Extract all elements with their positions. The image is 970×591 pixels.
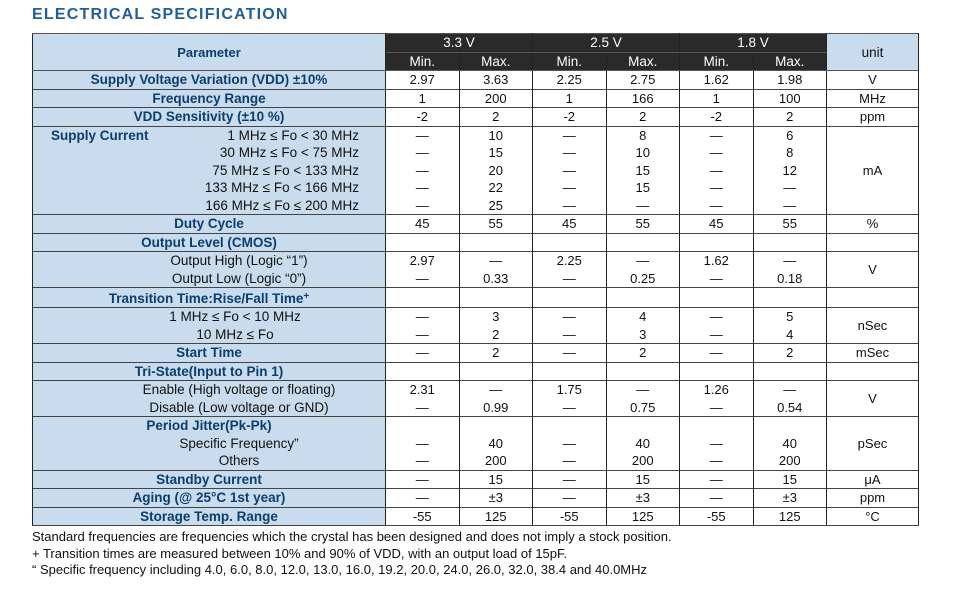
unit-cell: ppm: [827, 108, 919, 127]
cell: [680, 417, 754, 435]
supply-current-range: 75 MHz ≤ Fo < 133 MHz: [33, 162, 386, 180]
parameter-header: Parameter: [33, 34, 386, 71]
cell: —: [386, 126, 460, 144]
row-label-supply-current: [33, 126, 386, 144]
cell: 166: [606, 89, 680, 108]
row-label-start-time: Start Time: [33, 344, 386, 363]
specific-frequency-label: Specific Frequency”: [33, 435, 386, 453]
cell: —: [533, 489, 607, 508]
transition-range-label: 10 MHz ≤ Fo: [33, 326, 386, 344]
cell: —: [459, 252, 533, 270]
cell: [753, 362, 827, 381]
output-low-label: Output Low (Logic “0”): [33, 270, 386, 288]
cell: [386, 288, 460, 308]
row-label-aging: Aging (@ 25°C 1st year): [33, 489, 386, 508]
cell: 1.26: [680, 381, 754, 399]
table-row: [33, 215, 919, 234]
unit-cell: ppm: [827, 489, 919, 508]
cell: 22: [459, 179, 533, 197]
cell: 45: [680, 215, 754, 234]
cell: ±3: [753, 489, 827, 508]
voltage-header-3v3: 3.3 V: [386, 34, 533, 53]
cell: 1.62: [680, 71, 754, 90]
cell: —: [533, 399, 607, 417]
row-label-duty-cycle: Duty Cycle: [33, 215, 386, 234]
output-high-label: Output High (Logic “1”): [33, 252, 386, 270]
cell: 200: [606, 452, 680, 470]
cell: —: [680, 344, 754, 363]
cell: [386, 233, 460, 252]
cell: [459, 288, 533, 308]
row-label-vdd-sensitivity: VDD Sensitivity (±10 %): [33, 108, 386, 127]
unit-cell: V: [827, 381, 919, 417]
cell: 10: [459, 126, 533, 144]
table-row: [33, 126, 919, 144]
voltage-header-1v8: 1.8 V: [680, 34, 827, 53]
cell: 2: [459, 326, 533, 344]
cell: 15: [459, 144, 533, 162]
spec-title: ELECTRICAL SPECIFICATION: [32, 6, 289, 23]
table-row: [33, 489, 919, 508]
cell: [680, 288, 754, 308]
cell: 1.75: [533, 381, 607, 399]
table-row: [33, 362, 919, 381]
cell: 2: [459, 108, 533, 127]
unit-cell: mA: [827, 126, 919, 215]
cell: —: [533, 144, 607, 162]
table-row: [33, 470, 919, 489]
footnote: Standard frequencies are frequencies which the crystal has been designed and does not imply a stock position.: [32, 529, 672, 544]
cell: —: [386, 344, 460, 363]
table-row: [33, 381, 919, 399]
table-row: [33, 288, 919, 308]
table-row: [33, 89, 919, 108]
row-label-standby-current: Standby Current: [33, 470, 386, 489]
cell: —: [606, 381, 680, 399]
cell: —: [386, 435, 460, 453]
table-row: [33, 179, 919, 197]
table-row: [33, 399, 919, 417]
cell: [386, 417, 460, 435]
unit-cell: nSec: [827, 308, 919, 344]
cell: 55: [459, 215, 533, 234]
table-row: [33, 252, 919, 270]
row-label-storage-temp: Storage Temp. Range: [33, 507, 386, 526]
cell: —: [533, 308, 607, 326]
enable-label: Enable (High voltage or floating): [33, 381, 386, 399]
cell: —: [533, 470, 607, 489]
cell: —: [753, 179, 827, 197]
cell: —: [386, 452, 460, 470]
cell: [753, 233, 827, 252]
table-row: [33, 326, 919, 344]
cell: 40: [459, 435, 533, 453]
cell: —: [680, 435, 754, 453]
unit-cell: %: [827, 215, 919, 234]
cell: 1.98: [753, 71, 827, 90]
supply-current-range: 166 MHz ≤ Fo ≤ 200 MHz: [33, 197, 386, 215]
cell: [533, 233, 607, 252]
unit-header: unit: [827, 34, 919, 71]
cell: —: [533, 126, 607, 144]
cell: 1.62: [680, 252, 754, 270]
supply-current-range: 1 MHz ≤ Fo < 30 MHz: [227, 127, 359, 143]
cell: -55: [386, 507, 460, 526]
cell: 0.25: [606, 270, 680, 288]
cell: 125: [459, 507, 533, 526]
table-row: [33, 108, 919, 127]
cell: 200: [459, 89, 533, 108]
cell: -55: [533, 507, 607, 526]
cell: —: [680, 197, 754, 215]
cell: —: [533, 179, 607, 197]
cell: 2: [753, 344, 827, 363]
cell: —: [386, 270, 460, 288]
cell: 5: [753, 308, 827, 326]
cell: [606, 417, 680, 435]
cell: 45: [533, 215, 607, 234]
cell: -2: [533, 108, 607, 127]
min-header: Min.: [386, 52, 460, 71]
cell: 15: [459, 470, 533, 489]
cell: —: [533, 326, 607, 344]
cell: —: [533, 197, 607, 215]
disable-label: Disable (Low voltage or GND): [33, 399, 386, 417]
cell: —: [753, 381, 827, 399]
table-row: [33, 507, 919, 526]
table-row: [33, 233, 919, 252]
cell: —: [386, 489, 460, 508]
cell: —: [680, 162, 754, 180]
cell: —: [386, 326, 460, 344]
table-row: [33, 308, 919, 326]
cell: 0.18: [753, 270, 827, 288]
cell: —: [680, 326, 754, 344]
table-row: [33, 452, 919, 470]
cell: [533, 362, 607, 381]
cell: 55: [606, 215, 680, 234]
cell: —: [533, 270, 607, 288]
cell: —: [459, 381, 533, 399]
cell: 55: [753, 215, 827, 234]
cell: 200: [459, 452, 533, 470]
cell: —: [533, 162, 607, 180]
row-label-output-level: Output Level (CMOS): [33, 233, 386, 252]
unit-cell: μA: [827, 470, 919, 489]
others-label: Others: [33, 452, 386, 470]
cell: [459, 417, 533, 435]
cell: [606, 233, 680, 252]
cell: [680, 233, 754, 252]
cell: 3: [459, 308, 533, 326]
max-header: Max.: [459, 52, 533, 71]
cell: [680, 362, 754, 381]
cell: [753, 288, 827, 308]
cell: —: [680, 489, 754, 508]
cell: —: [680, 308, 754, 326]
cell: 1: [386, 89, 460, 108]
voltage-header-2v5: 2.5 V: [533, 34, 680, 53]
cell: —: [533, 452, 607, 470]
cell: [459, 233, 533, 252]
cell: 2.31: [386, 381, 460, 399]
cell: [533, 288, 607, 308]
cell: ±3: [459, 489, 533, 508]
footnote: + Transition times are measured between 10% and 90% of VDD, with an output load of 15pF.: [32, 545, 568, 561]
cell: —: [533, 344, 607, 363]
cell: —: [680, 126, 754, 144]
cell: —: [386, 179, 460, 197]
cell: 8: [753, 144, 827, 162]
cell: 15: [753, 470, 827, 489]
min-header: Min.: [533, 52, 607, 71]
cell: 20: [459, 162, 533, 180]
cell: 100: [753, 89, 827, 108]
transition-range-label: 1 MHz ≤ Fo < 10 MHz: [33, 308, 386, 326]
cell: 4: [753, 326, 827, 344]
cell: —: [386, 470, 460, 489]
cell: [753, 417, 827, 435]
cell: [533, 417, 607, 435]
cell: 6: [753, 126, 827, 144]
cell: 2.97: [386, 71, 460, 90]
electrical-spec-table: [32, 33, 919, 526]
min-header: Min.: [680, 52, 754, 71]
cell: —: [386, 308, 460, 326]
cell: 1: [680, 89, 754, 108]
footnote: “ Specific frequency including 4.0, 6.0, 8.0, 12.0, 13.0, 16.0, 19.2, 20.0, 24.0, 26.0, 32.0, 38.4 and 40.0MHz: [32, 562, 648, 577]
cell: 0.33: [459, 270, 533, 288]
supply-current-range: 30 MHz ≤ Fo < 75 MHz: [33, 144, 386, 162]
cell: 2: [459, 344, 533, 363]
cell: 200: [753, 452, 827, 470]
cell: ±3: [606, 489, 680, 508]
cell: 40: [606, 435, 680, 453]
cell: -55: [680, 507, 754, 526]
cell: 1: [533, 89, 607, 108]
table-row: [33, 270, 919, 288]
cell: 3: [606, 326, 680, 344]
cell: 15: [606, 162, 680, 180]
row-label-transition-time: [33, 288, 386, 308]
cell: —: [753, 197, 827, 215]
cell: 40: [753, 435, 827, 453]
cell: 125: [606, 507, 680, 526]
cell: 2: [606, 108, 680, 127]
cell: 4: [606, 308, 680, 326]
cell: —: [606, 197, 680, 215]
cell: —: [753, 252, 827, 270]
cell: [606, 362, 680, 381]
cell: [386, 362, 460, 381]
cell: —: [680, 179, 754, 197]
table-row: [33, 197, 919, 215]
unit-cell: MHz: [827, 89, 919, 108]
row-label-period-jitter: Period Jitter(Pk-Pk): [33, 417, 386, 435]
max-header: Max.: [753, 52, 827, 71]
cell: 10: [606, 144, 680, 162]
cell: —: [606, 252, 680, 270]
unit-cell: [827, 288, 919, 308]
cell: 12: [753, 162, 827, 180]
cell: —: [533, 435, 607, 453]
transition-time-footnote-mark: +: [303, 291, 310, 302]
cell: 125: [753, 507, 827, 526]
unit-cell: mSec: [827, 344, 919, 363]
table-row: [33, 417, 919, 435]
cell: 15: [606, 179, 680, 197]
cell: —: [386, 144, 460, 162]
supply-current-range: 133 MHz ≤ Fo < 166 MHz: [33, 179, 386, 197]
cell: —: [680, 470, 754, 489]
cell: —: [680, 399, 754, 417]
cell: 3.63: [459, 71, 533, 90]
cell: 2: [606, 344, 680, 363]
cell: 8: [606, 126, 680, 144]
cell: —: [680, 270, 754, 288]
cell: 2.25: [533, 252, 607, 270]
table-row: [33, 71, 919, 90]
cell: 15: [606, 470, 680, 489]
supply-current-label: Supply Current: [51, 127, 149, 143]
unit-cell: [827, 233, 919, 252]
cell: —: [386, 162, 460, 180]
unit-cell: V: [827, 71, 919, 90]
table-row: [33, 144, 919, 162]
cell: 25: [459, 197, 533, 215]
cell: —: [386, 197, 460, 215]
cell: 2.25: [533, 71, 607, 90]
table-row: [33, 344, 919, 363]
cell: 2: [753, 108, 827, 127]
cell: -2: [680, 108, 754, 127]
row-label-tri-state: Tri-State(Input to Pin 1): [33, 362, 386, 381]
cell: [459, 362, 533, 381]
cell: 0.54: [753, 399, 827, 417]
cell: -2: [386, 108, 460, 127]
transition-time-label: Transition Time:Rise/Fall Time: [108, 291, 304, 306]
cell: 2.75: [606, 71, 680, 90]
cell: [606, 288, 680, 308]
unit-cell: °C: [827, 507, 919, 526]
unit-cell: [827, 362, 919, 381]
cell: 0.99: [459, 399, 533, 417]
cell: 2.97: [386, 252, 460, 270]
cell: —: [386, 399, 460, 417]
row-label-frequency-range: Frequency Range: [33, 89, 386, 108]
cell: 0.75: [606, 399, 680, 417]
table-row: [33, 162, 919, 180]
max-header: Max.: [606, 52, 680, 71]
cell: —: [680, 144, 754, 162]
table-row: [33, 435, 919, 453]
cell: 45: [386, 215, 460, 234]
row-label-supply-voltage: Supply Voltage Variation (VDD) ±10%: [33, 71, 386, 90]
cell: —: [680, 452, 754, 470]
unit-cell: V: [827, 252, 919, 288]
footnotes: [32, 529, 672, 579]
unit-cell: pSec: [827, 417, 919, 471]
